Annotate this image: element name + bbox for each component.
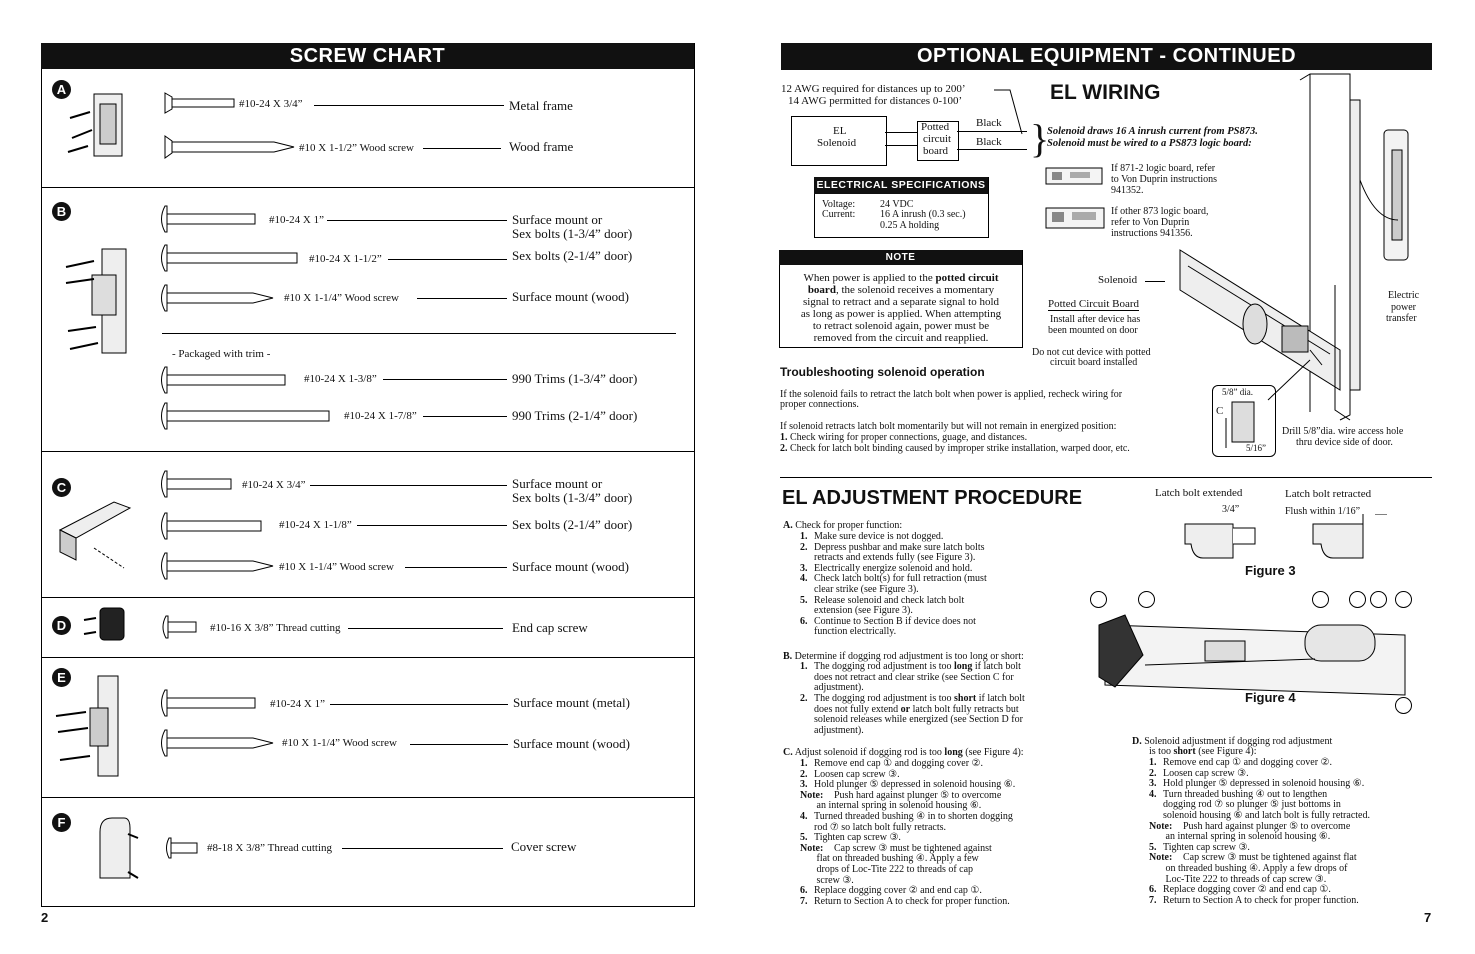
current-value-2: 0.25 A holding [880, 220, 940, 231]
leader-a1 [314, 105, 504, 106]
screw-graphic-e1 [157, 688, 257, 718]
flush-label: Flush within 1/16” [1285, 506, 1361, 517]
diagram-install-2: been mounted on door [1048, 325, 1138, 336]
screw-size-a1: #10-24 X 3/4” [239, 98, 303, 110]
step-a-line: 1. Make sure device is not dogged. [800, 531, 944, 542]
step-d-line: Note: Push hard against plunger ⑤ to overcome [1149, 820, 1351, 832]
callout-4 [1349, 591, 1366, 608]
diagram-donot-2: circuit board installed [1050, 357, 1138, 368]
voltage-value: 24 VDC [880, 199, 914, 210]
board-label-1: Potted [921, 121, 950, 133]
diagram-donot-1: Do not cut device with potted [1032, 347, 1151, 358]
step-c-lead: C. Adjust solenoid if dogging rod is too long (see Figure 4): [783, 747, 1024, 758]
section-d-badge: D [52, 616, 71, 635]
step-c-line: 4. Turned threaded bushing ④ in to shorten dogging [800, 810, 1013, 822]
step-d-line: solenoid housing ⑥ and latch bolt is fully retracted. [1163, 809, 1370, 821]
callout-7 [1395, 697, 1412, 714]
logic-a-line-3: 941352. [1111, 185, 1144, 196]
step-a-line: extension (see Figure 3). [814, 605, 913, 617]
step-d-lead: D. Solenoid adjustment if dogging rod adjustment [1132, 736, 1333, 747]
electrical-specs-heading: ELECTRICAL SPECIFICATIONS [814, 177, 988, 194]
screw-use-d1: End cap screw [512, 620, 588, 635]
board-label-3: board [923, 145, 949, 157]
el-solenoid-label-1: EL [833, 125, 847, 137]
section-b-badge: B [52, 202, 71, 221]
brace-glyph: } [1030, 116, 1050, 161]
screw-graphic-c1 [157, 469, 233, 499]
screw-use-b4: 990 Trims (1-3/4” door) [512, 371, 638, 386]
step-a-line: function electrically. [814, 626, 897, 638]
el-solenoid-label-2: Solenoid [817, 137, 857, 149]
screw-graphic-b5 [157, 401, 331, 431]
step-c-line: 7. Return to Section A to check for proper function. [800, 895, 1010, 907]
divider-e [41, 657, 694, 658]
wire-label-black-2: Black [976, 136, 1002, 148]
logic-b-line-1: If other 873 logic board, [1111, 206, 1209, 217]
optional-equipment-title: OPTIONAL EQUIPMENT - CONTINUED [781, 43, 1432, 70]
screw-use-b3: Surface mount (wood) [512, 289, 629, 304]
logic-a-line-2: to Von Duprin instructions [1111, 174, 1218, 185]
leader-f1 [342, 848, 503, 849]
screw-size-c2: #10-24 X 1-1/8” [279, 519, 352, 531]
step-a-line: clear strike (see Figure 3). [814, 583, 919, 595]
steps-c-list [800, 759, 1015, 907]
callout-5 [1370, 591, 1387, 608]
awg-line-1: 12 AWG required for distances up to 200’ [781, 83, 966, 95]
screw-size-b3: #10 X 1-1/4” Wood screw [284, 292, 400, 304]
step-c-line: 5. Tighten cap screw ③. [800, 832, 901, 844]
trouble-p2: If solenoid retracts latch bolt momentarily but will not remain in energized position: [780, 421, 1117, 432]
drill-note-1: Drill 5/8”dia. wire access hole [1282, 426, 1404, 437]
screw-graphic-b2 [157, 243, 299, 273]
endcap-illustration-d [82, 604, 132, 648]
screw-graphic-b1 [157, 204, 257, 234]
logic-b-line-2: refer to Von Duprin [1111, 217, 1190, 228]
screw-use-c1-line1: Surface mount or [512, 476, 603, 491]
diagram-potted-label: Potted Circuit Board [1048, 298, 1140, 310]
step-c-line: Note: Cap screw ③ must be tightened against [800, 842, 992, 854]
step-c-line: rod ⑦ so latch bolt fully retracts. [814, 821, 946, 833]
right-page-number: 7 [1424, 910, 1432, 925]
screw-use-a1: Metal frame [509, 98, 573, 113]
screw-size-d1: #10-16 X 3/8” Thread cutting [210, 622, 341, 634]
screw-use-b2: Sex bolts (2-1/4” door) [512, 248, 633, 263]
step-c-line: an internal spring in solenoid housing ⑥. [814, 800, 982, 812]
section-c-badge: C [52, 478, 71, 497]
black-wire-2 [957, 149, 1027, 150]
adjustment-heading: EL ADJUSTMENT PROCEDURE [782, 487, 1083, 509]
callout-1 [1090, 591, 1107, 608]
ept-label-3: transfer [1386, 313, 1417, 324]
step-d-line: on threaded bushing ④. Apply a few drops of [1163, 862, 1348, 874]
step-d-line: 1. Remove end cap ① and dogging cover ②. [1149, 757, 1332, 768]
leader-a2 [423, 148, 501, 149]
screw-use-c3: Surface mount (wood) [512, 559, 629, 574]
left-page-frame [41, 43, 695, 907]
step-c-line: flat on threaded bushing ④. Apply a few [814, 853, 979, 865]
screw-size-e2: #10 X 1-1/4” Wood screw [282, 737, 398, 749]
step-b-1: 1. The dogging rod adjustment is too long if latch bolt does not retract and clear strike (see Section C for adjustment). [800, 661, 1021, 694]
leader-b2 [388, 259, 507, 260]
callout-6 [1395, 591, 1412, 608]
step-d-line: an internal spring in solenoid housing ⑥. [1163, 831, 1331, 843]
screw-size-c1: #10-24 X 3/4” [242, 479, 306, 491]
three-quarter-label: 3/4” [1222, 504, 1240, 515]
step-c-line: 6. Replace dogging cover ② and end cap ①. [800, 885, 982, 897]
step-d-line: dogging rod ⑦ so plunger ⑤ just bottoms in [1163, 799, 1341, 811]
latch-extended-label: Latch bolt extended [1155, 487, 1243, 499]
step-d-line: 4. Turn threaded bushing ④ out to lengthen [1149, 788, 1328, 800]
steps-d-list [1149, 758, 1370, 906]
strike-illustration-b [64, 245, 144, 360]
board-label-2: circuit [923, 133, 952, 145]
step-a-line: 3. Electrically energize solenoid and hold. [800, 562, 973, 574]
screw-use-b5: 990 Trims (2-1/4” door) [512, 408, 638, 423]
section-rule [780, 477, 1432, 478]
trouble-p1-line2: proper connections. [780, 399, 859, 410]
screw-size-a2: #10 X 1-1/2” Wood screw [299, 142, 415, 154]
logic-board-873-icon [1044, 204, 1106, 232]
note-body: When power is applied to the potted circuit board, the solenoid receives a momentary signal to retract and a separate signal to hold as long as power is applied. When attempting to retract solenoid again, power must be removed from the circuit and reapplied. [800, 272, 1002, 344]
solenoid-to-board-wire-2 [885, 145, 917, 146]
ept-label-2: power [1391, 302, 1416, 313]
inrush-note-2: Solenoid must be wired to a PS873 logic board: [1047, 138, 1252, 149]
cover-illustration-f [90, 812, 140, 890]
left-page-number: 2 [41, 910, 49, 925]
screw-use-c2: Sex bolts (2-1/4” door) [512, 517, 633, 532]
leader-d1 [348, 628, 503, 629]
step-d-line: 6. Replace dogging cover ② and end cap ①. [1149, 884, 1331, 896]
door-device-diagram [1170, 70, 1432, 470]
callout-2 [1138, 591, 1155, 608]
drill-dia-label: 5/8” dia. [1222, 387, 1253, 397]
diagram-solenoid-label: Solenoid [1098, 274, 1138, 286]
step-d-line: 7. Return to Section A to check for proper function. [1149, 894, 1359, 906]
step-d-line: Note: Cap screw ③ must be tightened against flat [1149, 852, 1357, 864]
callout-3 [1312, 591, 1329, 608]
diagram-install-1: Install after device has [1050, 314, 1141, 325]
ept-label-1: Electric [1388, 290, 1420, 301]
screw-graphic-b4 [157, 365, 287, 395]
step-d-line: Loc-Tite 222 to threads of cap screw ③. [1163, 873, 1327, 885]
current-label: Current: [822, 209, 856, 220]
screw-size-f1: #8-18 X 3/8” Thread cutting [207, 842, 333, 854]
step-c-line: Note: Push hard against plunger ⑤ to overcome [800, 789, 1002, 801]
solenoid-leader [1145, 281, 1165, 282]
step-d-line: 3. Hold plunger ⑤ depressed in solenoid housing ⑥. [1149, 778, 1365, 790]
screw-size-e1: #10-24 X 1” [270, 698, 325, 710]
step-a-line: retracts and extends fully (see Figure 3). [814, 552, 976, 564]
screw-graphic-e2 [157, 728, 275, 758]
rail-illustration-c [54, 490, 134, 580]
leader-b4 [383, 379, 507, 380]
wire-label-black-1: Black [976, 117, 1002, 129]
step-a-line: 5. Release solenoid and check latch bolt [800, 594, 965, 606]
screw-graphic-a1 [164, 91, 236, 115]
screw-chart-title: SCREW CHART [41, 43, 694, 69]
trouble-p1-line1: If the solenoid fails to retract the latch bolt when power is applied, recheck wiring for [780, 389, 1123, 400]
screw-use-a2: Wood frame [509, 139, 574, 154]
packaged-with-trim-note: - Packaged with trim - [172, 348, 271, 360]
leader-b5 [423, 416, 507, 417]
el-wiring-heading: EL WIRING [1050, 81, 1161, 104]
voltage-label: Voltage: [822, 199, 856, 210]
step-c-line: screw ③. [814, 874, 854, 886]
leader-e2 [410, 744, 508, 745]
leader-c3 [405, 567, 507, 568]
screw-graphic-c2 [157, 511, 263, 541]
screw-size-b4: #10-24 X 1-3/8” [304, 373, 377, 385]
trouble-item-2: 2. Check for latch bolt binding caused by improper strike installation, warped door, etc. [780, 443, 1130, 454]
screw-size-b5: #10-24 X 1-7/8” [344, 410, 417, 422]
step-d-line: 2. Loosen cap screw ③. [1149, 767, 1249, 779]
logic-b-line-3: instructions 941356. [1111, 228, 1193, 239]
leader-b1 [327, 220, 507, 221]
divider-b [41, 187, 694, 188]
screw-size-c3: #10 X 1-1/4” Wood screw [279, 561, 395, 573]
step-b-2: 2. The dogging rod adjustment is too short if latch bolt does not fully extend or latch bolt fully retracts but solenoid releases while energized (see Section D for adjustment). [800, 693, 1025, 736]
black-wire-1 [957, 131, 1027, 132]
screw-use-e1: Surface mount (metal) [513, 695, 630, 710]
section-a-badge: A [52, 80, 71, 99]
awg-line-2: 14 AWG permitted for distances 0-100’ [788, 95, 963, 107]
logic-a-line-1: If 871-2 logic board, refer [1111, 163, 1216, 174]
screw-graphic-c3 [157, 551, 275, 581]
step-c-line: drops of Loc-Tite 222 to threads of cap [814, 863, 974, 875]
divider-c [41, 451, 694, 452]
troubleshooting-heading: Troubleshooting solenoid operation [780, 365, 985, 379]
leader-c2 [357, 525, 507, 526]
screw-size-b2: #10-24 X 1-1/2” [309, 253, 382, 265]
screw-graphic-b3 [157, 283, 275, 313]
section-f-badge: F [52, 813, 71, 832]
screw-graphic-d1 [159, 614, 199, 640]
leader-b3 [417, 298, 507, 299]
figure-3-graphic [1183, 514, 1393, 570]
hinge-illustration-a [64, 86, 134, 166]
trouble-item-1: 1. Check wiring for proper connections, guage, and distances. [780, 432, 1028, 443]
section-e-badge: E [52, 668, 71, 687]
step-c-line: 3. Hold plunger ⑤ depressed in solenoid housing ⑥. [800, 779, 1016, 791]
screw-use-f1: Cover screw [511, 839, 577, 854]
screw-use-c1-line2: Sex bolts (1-3/4” door) [512, 490, 633, 505]
step-c-line: 1. Remove end cap ① and dogging cover ②. [800, 758, 983, 769]
screw-graphic-f1 [163, 836, 199, 860]
step-a-line: 4. Check latch bolt(s) for full retraction (must [800, 573, 987, 585]
screw-use-b1-line2: Sex bolts (1-3/4” door) [512, 226, 633, 241]
step-d-line: 5. Tighten cap screw ③. [1149, 841, 1250, 853]
step-a-line: 2. Depress pushbar and make sure latch bolts [800, 541, 985, 553]
solenoid-to-board-wire [885, 132, 917, 133]
drill-5-16-label: 5/16” [1246, 443, 1266, 453]
step-a-line: 6. Continue to Section B if device does not [800, 615, 976, 627]
screw-use-e2: Surface mount (wood) [513, 736, 630, 751]
divider-d [41, 597, 694, 598]
screw-size-b1: #10-24 X 1” [269, 214, 324, 226]
step-c-line: 2. Loosen cap screw ③. [800, 768, 900, 780]
screw-graphic-a2 [164, 134, 296, 160]
centerline-label: C [1216, 405, 1224, 417]
leader-e1 [330, 704, 508, 705]
latch-retracted-label: Latch bolt retracted [1285, 488, 1372, 500]
steps-a-list [800, 532, 987, 638]
screw-use-b1-line1: Surface mount or [512, 212, 603, 227]
current-value-1: 16 A inrush (0.3 sec.) [880, 209, 966, 220]
step-b-lead: B. Determine if dogging rod adjustment is too long or short: [783, 651, 1024, 662]
divider-f [41, 797, 694, 798]
step-d-lead-2: is too short (see Figure 4): [1149, 746, 1257, 757]
hinge-illustration-e [54, 672, 134, 782]
divider-trim [162, 333, 676, 334]
figure-4-caption: Figure 4 [1245, 690, 1296, 705]
note-heading: NOTE [779, 250, 1022, 265]
inrush-note-1: Solenoid draws 16 A inrush current from PS873. [1047, 126, 1258, 137]
leader-c1 [310, 485, 507, 486]
figure-3-caption: Figure 3 [1245, 563, 1296, 578]
drill-note-2: thru device side of door. [1296, 437, 1393, 448]
step-a-lead: A. Check for proper function: [783, 520, 903, 531]
logic-board-871-icon [1044, 164, 1104, 188]
